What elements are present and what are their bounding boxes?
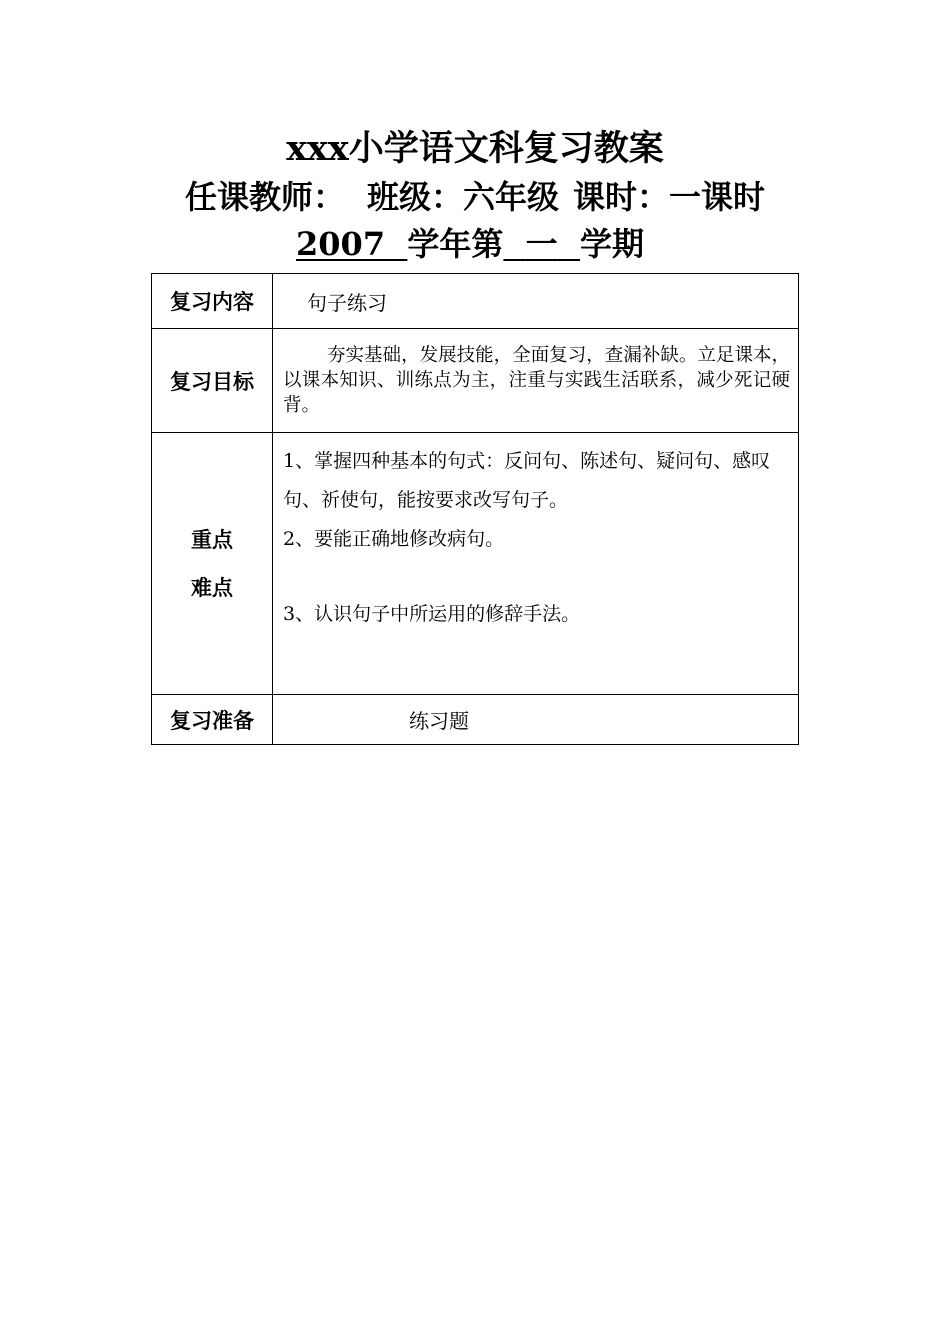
review-prep-value: 练习题 bbox=[273, 695, 799, 745]
table-row bbox=[152, 274, 799, 329]
review-goal-text: 夯实基础，发展技能，全面复习，查漏补缺。立足课本，以课本知识、训练点为主，注重与实践生活联系，减少死记硬背。 bbox=[283, 345, 790, 416]
document-header bbox=[0, 124, 950, 268]
label-difficulty: 难点 bbox=[191, 575, 233, 600]
row-label-content: 复习内容 bbox=[152, 274, 273, 329]
review-content-value: 句子练习 bbox=[273, 274, 799, 329]
year-suffix: 学年第 bbox=[407, 225, 504, 263]
term-line bbox=[0, 220, 950, 268]
focus-cell bbox=[273, 433, 799, 695]
list-item: 1、掌握四种基本的句式：反问句、陈述句、疑问句、感叹句、祈使句，能按要求改写句子。 bbox=[283, 450, 771, 511]
row-label-prep: 复习准备 bbox=[152, 695, 273, 745]
row-label-goal: 复习目标 bbox=[152, 329, 273, 433]
term-number: 一 bbox=[525, 225, 558, 263]
row-label-focus bbox=[152, 433, 273, 695]
label-key-point: 重点 bbox=[191, 527, 233, 552]
period-label: 课时：一课时 bbox=[573, 178, 766, 216]
document-title: xxx小学语文科复习教案 bbox=[286, 128, 664, 169]
table-row bbox=[152, 695, 799, 745]
list-item: 3、认识句子中所运用的修辞手法。 bbox=[283, 603, 581, 625]
table-row bbox=[152, 433, 799, 695]
table-row bbox=[152, 329, 799, 433]
class-label: 班级：六年级 bbox=[366, 178, 559, 216]
term-suffix: 学期 bbox=[579, 225, 644, 263]
school-year: 2007 bbox=[296, 225, 386, 263]
lesson-plan-table bbox=[151, 273, 799, 745]
review-goal-cell bbox=[273, 329, 799, 433]
list-item: 2、要能正确地修改病句。 bbox=[283, 528, 505, 550]
teacher-label: 任课教师： bbox=[184, 178, 345, 216]
meta-line bbox=[0, 174, 950, 220]
